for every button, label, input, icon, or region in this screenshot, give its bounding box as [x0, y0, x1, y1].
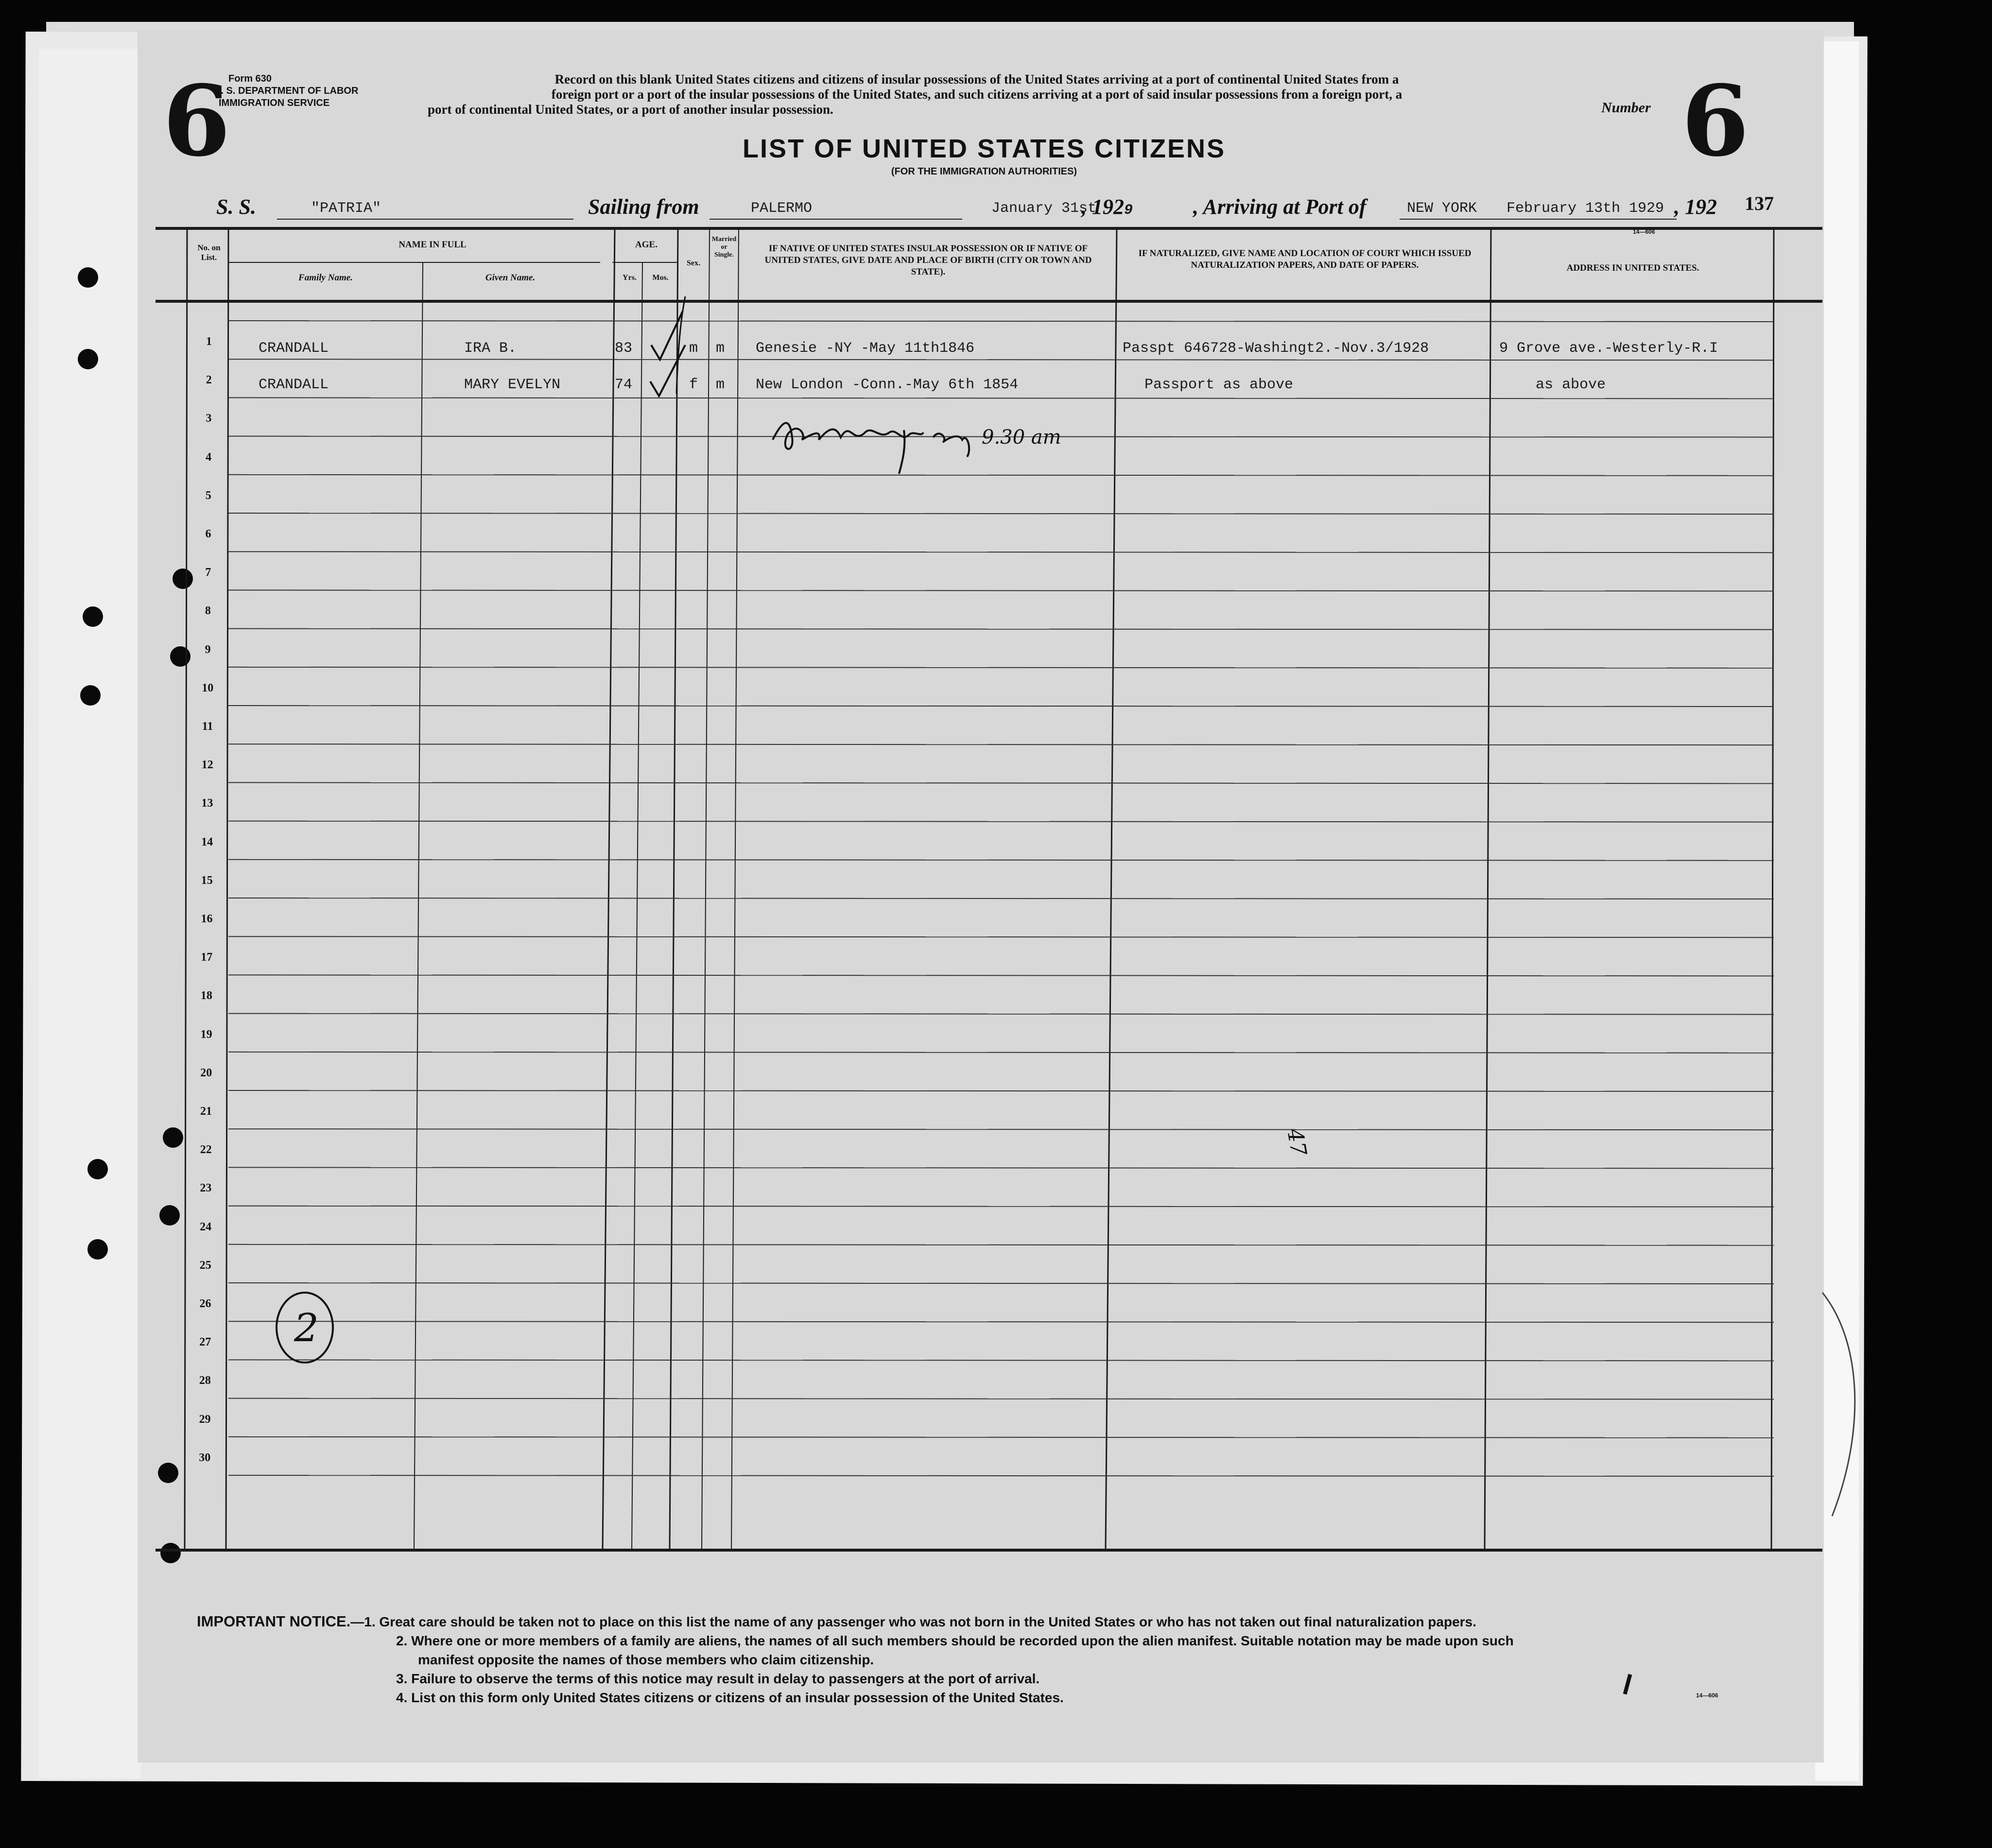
col-mos: Mos. [652, 274, 669, 282]
year-digit: 9 [1124, 202, 1133, 219]
grid-row-line [228, 552, 1774, 553]
record-line: port of continental United States, or a port of another insular possession. [428, 102, 833, 117]
sailing-port: PALERMO [751, 200, 813, 217]
age-years-cell: 74 [615, 377, 633, 393]
row-number: 22 [200, 1143, 212, 1157]
print-code: 14—606 [1633, 228, 1655, 235]
row-number: 4 [206, 450, 212, 464]
margin-curve [1818, 1283, 1876, 1526]
grid-row-line [228, 513, 1774, 514]
notice-item-2-cont: manifest opposite the names of those members who claim citizenship. [418, 1652, 874, 1667]
sailing-date: January 31st [991, 200, 1097, 217]
row-number: 12 [201, 759, 213, 772]
grid-row-line [228, 590, 1774, 591]
col-sex: Sex. [687, 259, 700, 267]
row-number: 25 [199, 1259, 211, 1272]
grid-row-line [228, 667, 1774, 668]
grid-col [1771, 228, 1774, 1550]
birth-place-date-cell: Genesie -NY -May 11th1846 [756, 340, 975, 357]
record-line: Record on this blank United States citizens and citizens of insular possessions of the United States arriving at a port of continental United States from a [554, 72, 1399, 86]
stamp-number: 137 [1745, 192, 1774, 214]
row-number: 30 [199, 1451, 211, 1464]
grid-row-line [228, 1321, 1774, 1322]
family-name-cell: CRANDALL [259, 377, 329, 393]
record-line: foreign port or a port of the insular possessions of the United States, and such citizens arriving at a port of said insular possessions from a foreign port, a [551, 87, 1403, 102]
col-address: ADDRESS IN UNITED STATES. [1566, 263, 1699, 273]
grid-col [632, 262, 642, 1550]
notice-heading: IMPORTANT NOTICE. [197, 1613, 351, 1630]
row-number: 21 [200, 1105, 212, 1118]
check-marks [632, 292, 710, 413]
birth-place-date-cell: New London -Conn.-May 6th 1854 [756, 377, 1019, 393]
grid-row-line [228, 860, 1774, 861]
tick-stroke-icon [676, 296, 685, 394]
grid-row-line [228, 1206, 1774, 1207]
row-number: 18 [200, 989, 212, 1002]
grid-row-line [228, 975, 1774, 976]
grid-row-line [228, 1360, 1774, 1361]
row-number: 27 [199, 1336, 211, 1349]
grid-row-line [228, 629, 1774, 630]
family-name-cell: CRANDALL [259, 340, 329, 357]
grid-col [185, 228, 187, 1550]
grid-col [414, 262, 423, 1550]
row-number: 10 [202, 681, 214, 694]
circled-number: 2 [294, 1305, 319, 1350]
row-number: 16 [201, 913, 213, 925]
grid-row-line [228, 359, 1774, 360]
arrival-date: February 13th 1929 [1507, 200, 1664, 217]
sex-cell: m [689, 340, 698, 357]
married-cell: m [716, 340, 725, 357]
form-number-left: 6 [163, 64, 231, 178]
col-name-in-full: NAME IN FULL [398, 240, 467, 250]
row-number: 6 [205, 528, 211, 540]
inspector-signature [768, 411, 1079, 479]
address-cell: as above [1536, 377, 1606, 393]
naturalization-papers-cell: Passpt 646728-Washingt2.-Nov.3/1928 [1123, 340, 1429, 357]
given-name-cell: IRA B. [464, 340, 517, 357]
married-cell: m [716, 377, 725, 393]
row-number: 1 [206, 335, 212, 348]
sex-cell: f [689, 377, 698, 393]
col-yrs: Yrs. [623, 274, 637, 282]
row-number: 8 [205, 604, 211, 618]
grid-col [731, 228, 739, 1550]
grid-row-line [228, 1014, 1774, 1015]
row-number: 2 [206, 374, 212, 387]
grid-row-line [228, 782, 1774, 783]
age-years-cell: 83 [615, 340, 633, 357]
given-name-cell: MARY EVELYN [464, 377, 561, 393]
stray-mark: 47 [1282, 1126, 1311, 1158]
row-number: 20 [200, 1066, 212, 1079]
grid-col [1106, 228, 1117, 1550]
row-number: 17 [201, 951, 213, 964]
grid-row-line [228, 1475, 1774, 1476]
row-number: 15 [201, 874, 213, 887]
grid-row-line [228, 821, 1774, 822]
curve-stroke [1822, 1293, 1855, 1516]
row-number: 24 [200, 1220, 212, 1233]
grid-col [670, 228, 678, 1550]
grid-row-line [228, 1052, 1774, 1053]
grid-row-line [228, 1090, 1774, 1091]
notice-item-1: —1. Great care should be taken not to place on this list the name of any passenger who was not born in the United States or who has not taken out final naturalization papers. [350, 1614, 1476, 1629]
arrival-port: NEW YORK [1407, 200, 1477, 217]
row-number: 23 [200, 1182, 212, 1195]
col-married: Married or Single. [711, 236, 737, 259]
grid-row-line [228, 706, 1774, 707]
grid-row-line [228, 1167, 1774, 1168]
arriving-label: , Arriving at Port of [1193, 195, 1367, 219]
grid-row-line [228, 1437, 1774, 1438]
grid-row-lines [228, 321, 1774, 1476]
important-notice [197, 1612, 1801, 1707]
notice-code: 14—606 [1696, 1692, 1718, 1699]
grid-row-line [228, 1129, 1774, 1130]
signature-time: 9.30 am [982, 426, 1061, 449]
col-no-on-list: No. on List. [197, 243, 221, 262]
grid-row-line [228, 744, 1774, 745]
circled-number-mark [270, 1288, 343, 1370]
signature-stroke [773, 423, 923, 449]
row-number: 3 [206, 412, 212, 425]
row-number: 28 [199, 1374, 211, 1387]
row-number: 26 [199, 1297, 211, 1310]
row-number: 13 [201, 797, 213, 810]
form-number-right: 6 [1681, 64, 1749, 178]
col-naturalized: IF NATURALIZED, GIVE NAME AND LOCATION OF COURT WHICH ISSUED NATURALIZATION PAPERS, AND DATE OF PAPERS. [1138, 248, 1472, 270]
col-native-birth: IF NATIVE OF UNITED STATES INSULAR POSSESSION OR IF NATIVE OF UNITED STATES, GIVE DATE AND PLACE OF BIRTH (CITY OR TOWN AND STATE). [764, 243, 1092, 277]
naturalization-papers-cell: Passport as above [1144, 377, 1294, 393]
grid-row-line [228, 1244, 1774, 1245]
col-family-name: Family Name. [298, 273, 353, 283]
page-subtitle: (FOR THE IMMIGRATION AUTHORITIES) [891, 166, 1077, 177]
grid-row-line [228, 1283, 1774, 1284]
row-number: 29 [199, 1413, 211, 1426]
notice-item-4: 4. List on this form only United States citizens or citizens of an insular possession of the United States. [396, 1690, 1064, 1705]
grid-col [1485, 228, 1491, 1550]
row-number: 14 [201, 835, 213, 848]
grid-row-line [228, 321, 1774, 322]
year-suffix: , 192 [1674, 195, 1717, 219]
service-line: IMMIGRATION SERVICE [219, 98, 330, 108]
row-number: 19 [200, 1028, 212, 1041]
grid-col [603, 228, 615, 1550]
row-number: 9 [205, 643, 211, 656]
form-line: Form 630 [228, 73, 272, 84]
row-number: 5 [205, 489, 211, 502]
grid-row-line [228, 898, 1774, 899]
address-cell: 9 Grove ave.-Westerly-R.I [1499, 340, 1718, 357]
grid-col [226, 228, 228, 1550]
signature-stroke [933, 433, 969, 457]
col-given-name: Given Name. [485, 273, 536, 283]
page-title: LIST OF UNITED STATES CITIZENS [743, 134, 1226, 163]
row-number: 7 [205, 566, 211, 579]
row-number: 11 [202, 720, 213, 733]
notice-item-3: 3. Failure to observe the terms of this notice may result in delay to passengers at the port of arrival. [396, 1671, 1040, 1686]
ss-label: S. S. [216, 195, 256, 219]
grid-row-line [228, 397, 1774, 398]
department-line: U. S. DEPARTMENT OF LABOR [214, 86, 359, 96]
notice-item-2: 2. Where one or more members of a family are aliens, the names of all such members should be recorded upon the alien manifest. Suitable notation may be made upon such [396, 1633, 1514, 1648]
number-label: Number [1601, 100, 1651, 116]
grid-row-line [228, 936, 1774, 937]
grid-col [702, 228, 710, 1550]
year-prefix: , 192 [1081, 195, 1124, 219]
sailing-label: Sailing from [588, 195, 699, 219]
ship-name: "PATRIA" [311, 200, 381, 217]
col-age: AGE. [635, 240, 658, 250]
